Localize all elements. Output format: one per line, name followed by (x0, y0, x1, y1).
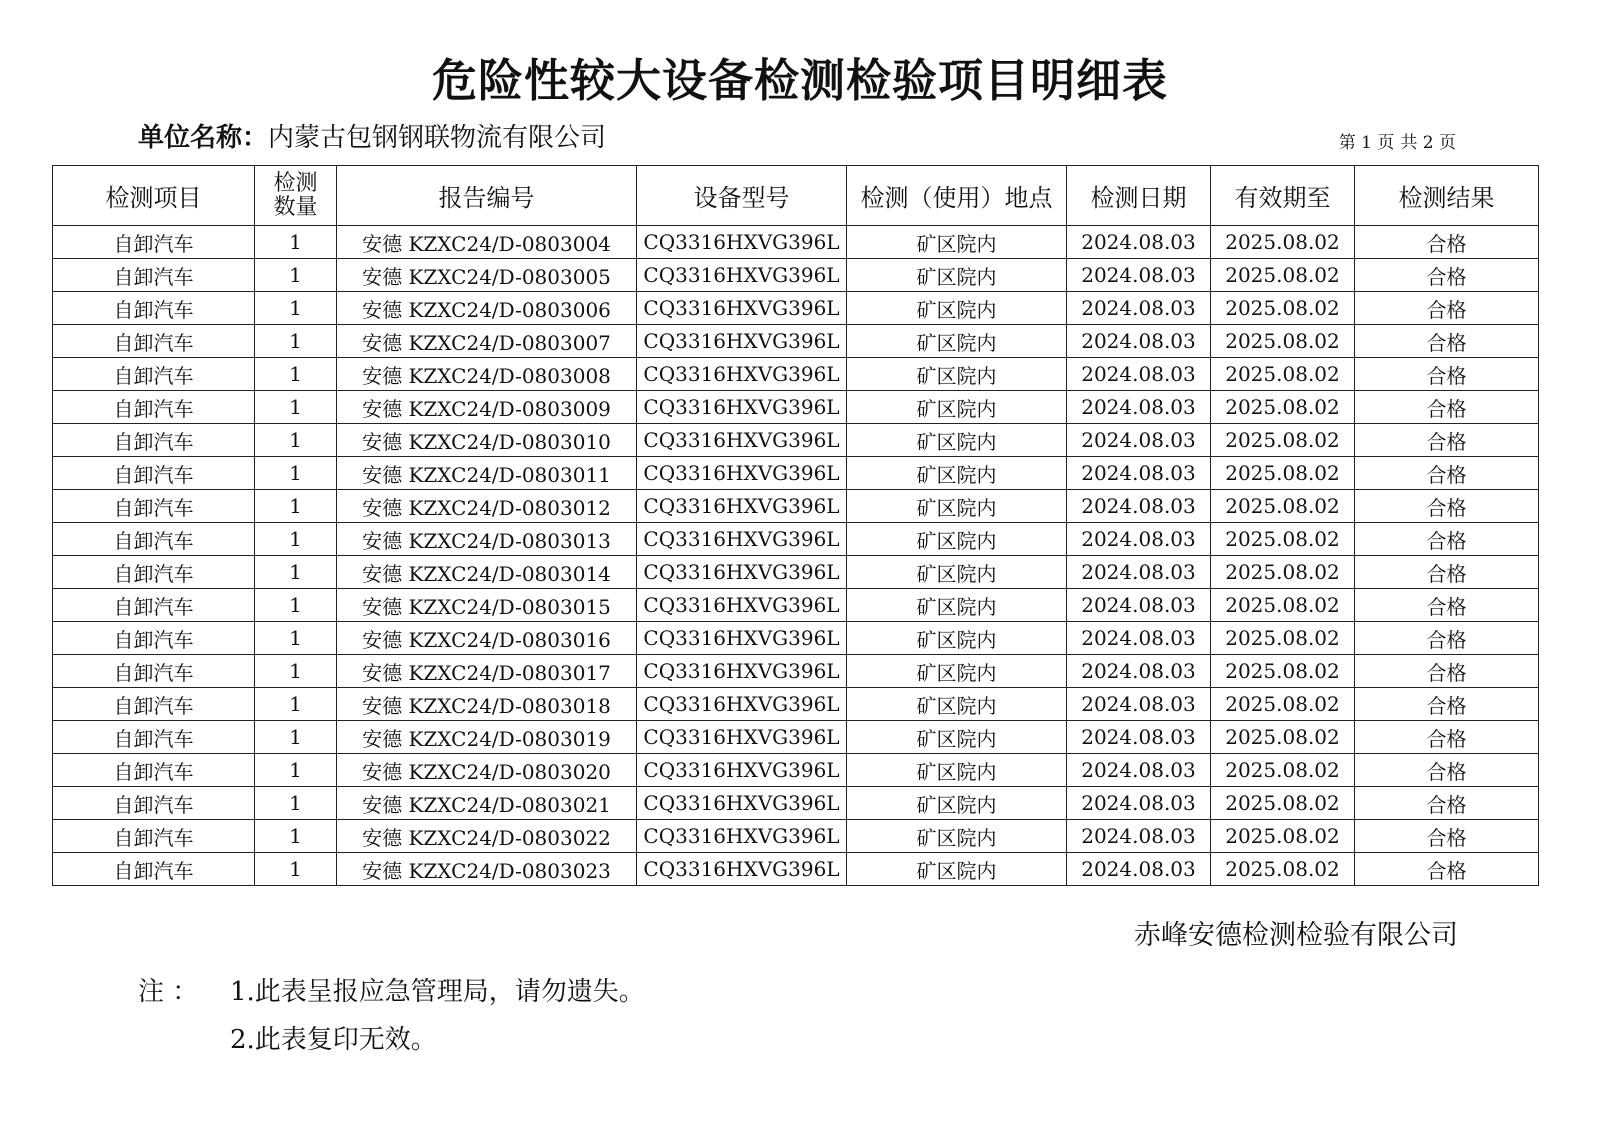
cell-model: CQ3316HXVG396L (637, 391, 847, 424)
cell-quantity: 1 (255, 688, 337, 721)
cell-location: 矿区院内 (847, 688, 1067, 721)
cell-valid-until: 2025.08.02 (1211, 259, 1355, 292)
cell-model: CQ3316HXVG396L (637, 721, 847, 754)
cell-result: 合格 (1355, 787, 1539, 820)
cell-report-no: 安德 KZXC24/D-0803012 (337, 490, 637, 523)
cell-test-date: 2024.08.03 (1067, 754, 1211, 787)
cell-result: 合格 (1355, 259, 1539, 292)
cell-item: 自卸汽车 (53, 754, 255, 787)
cell-location: 矿区院内 (847, 226, 1067, 259)
cell-quantity: 1 (255, 622, 337, 655)
cell-item: 自卸汽车 (53, 787, 255, 820)
cell-item: 自卸汽车 (53, 820, 255, 853)
cell-valid-until: 2025.08.02 (1211, 391, 1355, 424)
cell-test-date: 2024.08.03 (1067, 424, 1211, 457)
cell-quantity: 1 (255, 226, 337, 259)
note-row-2 (138, 1013, 645, 1061)
cell-model: CQ3316HXVG396L (637, 457, 847, 490)
cell-result: 合格 (1355, 820, 1539, 853)
table-row (53, 655, 1539, 688)
cell-valid-until: 2025.08.02 (1211, 754, 1355, 787)
cell-valid-until: 2025.08.02 (1211, 589, 1355, 622)
cell-report-no: 安德 KZXC24/D-0803021 (337, 787, 637, 820)
cell-test-date: 2024.08.03 (1067, 292, 1211, 325)
cell-test-date: 2024.08.03 (1067, 490, 1211, 523)
cell-model: CQ3316HXVG396L (637, 523, 847, 556)
cell-valid-until: 2025.08.02 (1211, 853, 1355, 886)
cell-quantity: 1 (255, 358, 337, 391)
cell-location: 矿区院内 (847, 292, 1067, 325)
notes-label: 注 ： (138, 976, 199, 1007)
cell-model: CQ3316HXVG396L (637, 787, 847, 820)
cell-location: 矿区院内 (847, 589, 1067, 622)
table-row (53, 787, 1539, 820)
table-row (53, 589, 1539, 622)
page-info (1333, 128, 1456, 153)
cell-quantity: 1 (255, 391, 337, 424)
issuer-name: 赤峰安德检测检验有限公司 (1134, 920, 1458, 951)
cell-quantity: 1 (255, 325, 337, 358)
cell-report-no: 安德 KZXC24/D-0803023 (337, 853, 637, 886)
cell-result: 合格 (1355, 688, 1539, 721)
table-row (53, 688, 1539, 721)
cell-test-date: 2024.08.03 (1067, 556, 1211, 589)
cell-report-no: 安德 KZXC24/D-0803006 (337, 292, 637, 325)
cell-result: 合格 (1355, 457, 1539, 490)
cell-valid-until: 2025.08.02 (1211, 358, 1355, 391)
cell-report-no: 安德 KZXC24/D-0803019 (337, 721, 637, 754)
page-current: 第 1 页 (1338, 133, 1395, 153)
table-row (53, 457, 1539, 490)
cell-item: 自卸汽车 (53, 655, 255, 688)
cell-valid-until: 2025.08.02 (1211, 820, 1355, 853)
cell-quantity: 1 (255, 556, 337, 589)
note-item-2: 2.此表复印无效。 (230, 1024, 437, 1055)
cell-quantity: 1 (255, 589, 337, 622)
cell-report-no: 安德 KZXC24/D-0803004 (337, 226, 637, 259)
cell-quantity: 1 (255, 754, 337, 787)
cell-location: 矿区院内 (847, 622, 1067, 655)
cell-valid-until: 2025.08.02 (1211, 655, 1355, 688)
cell-item: 自卸汽车 (53, 292, 255, 325)
cell-model: CQ3316HXVG396L (637, 589, 847, 622)
cell-report-no: 安德 KZXC24/D-0803005 (337, 259, 637, 292)
cell-test-date: 2024.08.03 (1067, 721, 1211, 754)
table-row (53, 622, 1539, 655)
cell-location: 矿区院内 (847, 754, 1067, 787)
cell-location: 矿区院内 (847, 457, 1067, 490)
unit-label: 单位名称： (138, 123, 269, 153)
cell-valid-until: 2025.08.02 (1211, 457, 1355, 490)
cell-result: 合格 (1355, 556, 1539, 589)
cell-item: 自卸汽车 (53, 688, 255, 721)
table-row (53, 490, 1539, 523)
cell-model: CQ3316HXVG396L (637, 292, 847, 325)
cell-test-date: 2024.08.03 (1067, 457, 1211, 490)
cell-test-date: 2024.08.03 (1067, 259, 1211, 292)
cell-item: 自卸汽车 (53, 325, 255, 358)
table-row (53, 853, 1539, 886)
note-row-1 (138, 965, 645, 1013)
cell-valid-until: 2025.08.02 (1211, 292, 1355, 325)
cell-valid-until: 2025.08.02 (1211, 523, 1355, 556)
header-quantity (255, 166, 337, 226)
cell-test-date: 2024.08.03 (1067, 655, 1211, 688)
cell-item: 自卸汽车 (53, 853, 255, 886)
table-row (53, 226, 1539, 259)
header-test-date: 检测日期 (1067, 166, 1211, 226)
cell-quantity: 1 (255, 523, 337, 556)
cell-item: 自卸汽车 (53, 622, 255, 655)
cell-location: 矿区院内 (847, 391, 1067, 424)
cell-item: 自卸汽车 (53, 259, 255, 292)
cell-valid-until: 2025.08.02 (1211, 787, 1355, 820)
table-row (53, 556, 1539, 589)
cell-model: CQ3316HXVG396L (637, 556, 847, 589)
cell-location: 矿区院内 (847, 523, 1067, 556)
cell-quantity: 1 (255, 490, 337, 523)
cell-result: 合格 (1355, 754, 1539, 787)
cell-location: 矿区院内 (847, 721, 1067, 754)
table-row (53, 292, 1539, 325)
cell-report-no: 安德 KZXC24/D-0803013 (337, 523, 637, 556)
cell-model: CQ3316HXVG396L (637, 358, 847, 391)
cell-test-date: 2024.08.03 (1067, 358, 1211, 391)
unit-name: 内蒙古包钢钢联物流有限公司 (268, 123, 607, 153)
cell-test-date: 2024.08.03 (1067, 325, 1211, 358)
cell-quantity: 1 (255, 655, 337, 688)
cell-quantity: 1 (255, 259, 337, 292)
cell-report-no: 安德 KZXC24/D-0803015 (337, 589, 637, 622)
cell-model: CQ3316HXVG396L (637, 490, 847, 523)
notes (138, 965, 645, 1061)
header-model: 设备型号 (637, 166, 847, 226)
cell-quantity: 1 (255, 457, 337, 490)
cell-item: 自卸汽车 (53, 490, 255, 523)
cell-location: 矿区院内 (847, 259, 1067, 292)
cell-report-no: 安德 KZXC24/D-0803009 (337, 391, 637, 424)
page-total: 共 2 页 (1400, 133, 1456, 153)
cell-item: 自卸汽车 (53, 556, 255, 589)
cell-location: 矿区院内 (847, 424, 1067, 457)
cell-report-no: 安德 KZXC24/D-0803017 (337, 655, 637, 688)
header-quantity-text: 检测 数量 (273, 170, 318, 220)
cell-result: 合格 (1355, 424, 1539, 457)
table-row (53, 820, 1539, 853)
header-valid-until: 有效期至 (1211, 166, 1355, 226)
cell-result: 合格 (1355, 721, 1539, 754)
cell-result: 合格 (1355, 391, 1539, 424)
header-location: 检测（使用）地点 (847, 166, 1067, 226)
cell-result: 合格 (1355, 853, 1539, 886)
table-row (53, 523, 1539, 556)
cell-model: CQ3316HXVG396L (637, 259, 847, 292)
note-item-1: 1.此表呈报应急管理局，请勿遗失。 (230, 976, 645, 1007)
cell-test-date: 2024.08.03 (1067, 622, 1211, 655)
cell-report-no: 安德 KZXC24/D-0803014 (337, 556, 637, 589)
cell-valid-until: 2025.08.02 (1211, 325, 1355, 358)
header-report-no: 报告编号 (337, 166, 637, 226)
table-row (53, 424, 1539, 457)
cell-result: 合格 (1355, 292, 1539, 325)
table-row (53, 721, 1539, 754)
cell-quantity: 1 (255, 292, 337, 325)
cell-location: 矿区院内 (847, 853, 1067, 886)
cell-report-no: 安德 KZXC24/D-0803008 (337, 358, 637, 391)
cell-model: CQ3316HXVG396L (637, 853, 847, 886)
cell-quantity: 1 (255, 787, 337, 820)
cell-valid-until: 2025.08.02 (1211, 622, 1355, 655)
cell-result: 合格 (1355, 226, 1539, 259)
cell-location: 矿区院内 (847, 655, 1067, 688)
table-row (53, 259, 1539, 292)
cell-model: CQ3316HXVG396L (637, 820, 847, 853)
cell-quantity: 1 (255, 820, 337, 853)
cell-quantity: 1 (255, 853, 337, 886)
cell-model: CQ3316HXVG396L (637, 226, 847, 259)
cell-result: 合格 (1355, 622, 1539, 655)
cell-location: 矿区院内 (847, 490, 1067, 523)
cell-report-no: 安德 KZXC24/D-0803010 (337, 424, 637, 457)
table-row (53, 754, 1539, 787)
cell-item: 自卸汽车 (53, 457, 255, 490)
cell-location: 矿区院内 (847, 325, 1067, 358)
cell-model: CQ3316HXVG396L (637, 424, 847, 457)
cell-report-no: 安德 KZXC24/D-0803022 (337, 820, 637, 853)
table-row (53, 325, 1539, 358)
cell-test-date: 2024.08.03 (1067, 589, 1211, 622)
cell-report-no: 安德 KZXC24/D-0803007 (337, 325, 637, 358)
cell-location: 矿区院内 (847, 820, 1067, 853)
cell-quantity: 1 (255, 721, 337, 754)
cell-result: 合格 (1355, 490, 1539, 523)
cell-item: 自卸汽车 (53, 589, 255, 622)
cell-item: 自卸汽车 (53, 424, 255, 457)
cell-valid-until: 2025.08.02 (1211, 226, 1355, 259)
cell-test-date: 2024.08.03 (1067, 391, 1211, 424)
cell-item: 自卸汽车 (53, 721, 255, 754)
cell-result: 合格 (1355, 589, 1539, 622)
document-title: 危险性较大设备检测检验项目明细表 (431, 54, 1168, 107)
cell-result: 合格 (1355, 325, 1539, 358)
inspection-table (52, 165, 1539, 886)
cell-location: 矿区院内 (847, 358, 1067, 391)
header-result: 检测结果 (1355, 166, 1539, 226)
cell-result: 合格 (1355, 523, 1539, 556)
cell-valid-until: 2025.08.02 (1211, 556, 1355, 589)
cell-item: 自卸汽车 (53, 358, 255, 391)
cell-test-date: 2024.08.03 (1067, 820, 1211, 853)
table-body (53, 226, 1539, 886)
cell-item: 自卸汽车 (53, 226, 255, 259)
cell-report-no: 安德 KZXC24/D-0803018 (337, 688, 637, 721)
cell-report-no: 安德 KZXC24/D-0803016 (337, 622, 637, 655)
cell-model: CQ3316HXVG396L (637, 754, 847, 787)
table-header-row (53, 166, 1539, 226)
cell-test-date: 2024.08.03 (1067, 853, 1211, 886)
cell-model: CQ3316HXVG396L (637, 622, 847, 655)
unit-line (138, 117, 606, 154)
cell-valid-until: 2025.08.02 (1211, 688, 1355, 721)
cell-report-no: 安德 KZXC24/D-0803020 (337, 754, 637, 787)
cell-test-date: 2024.08.03 (1067, 523, 1211, 556)
cell-result: 合格 (1355, 358, 1539, 391)
cell-model: CQ3316HXVG396L (637, 325, 847, 358)
cell-model: CQ3316HXVG396L (637, 655, 847, 688)
cell-location: 矿区院内 (847, 787, 1067, 820)
cell-valid-until: 2025.08.02 (1211, 721, 1355, 754)
cell-valid-until: 2025.08.02 (1211, 424, 1355, 457)
cell-result: 合格 (1355, 655, 1539, 688)
table-row (53, 358, 1539, 391)
cell-location: 矿区院内 (847, 556, 1067, 589)
cell-test-date: 2024.08.03 (1067, 226, 1211, 259)
cell-report-no: 安德 KZXC24/D-0803011 (337, 457, 637, 490)
cell-quantity: 1 (255, 424, 337, 457)
header-item: 检测项目 (53, 166, 255, 226)
cell-test-date: 2024.08.03 (1067, 688, 1211, 721)
cell-valid-until: 2025.08.02 (1211, 490, 1355, 523)
cell-item: 自卸汽车 (53, 523, 255, 556)
cell-item: 自卸汽车 (53, 391, 255, 424)
cell-model: CQ3316HXVG396L (637, 688, 847, 721)
cell-test-date: 2024.08.03 (1067, 787, 1211, 820)
table-row (53, 391, 1539, 424)
